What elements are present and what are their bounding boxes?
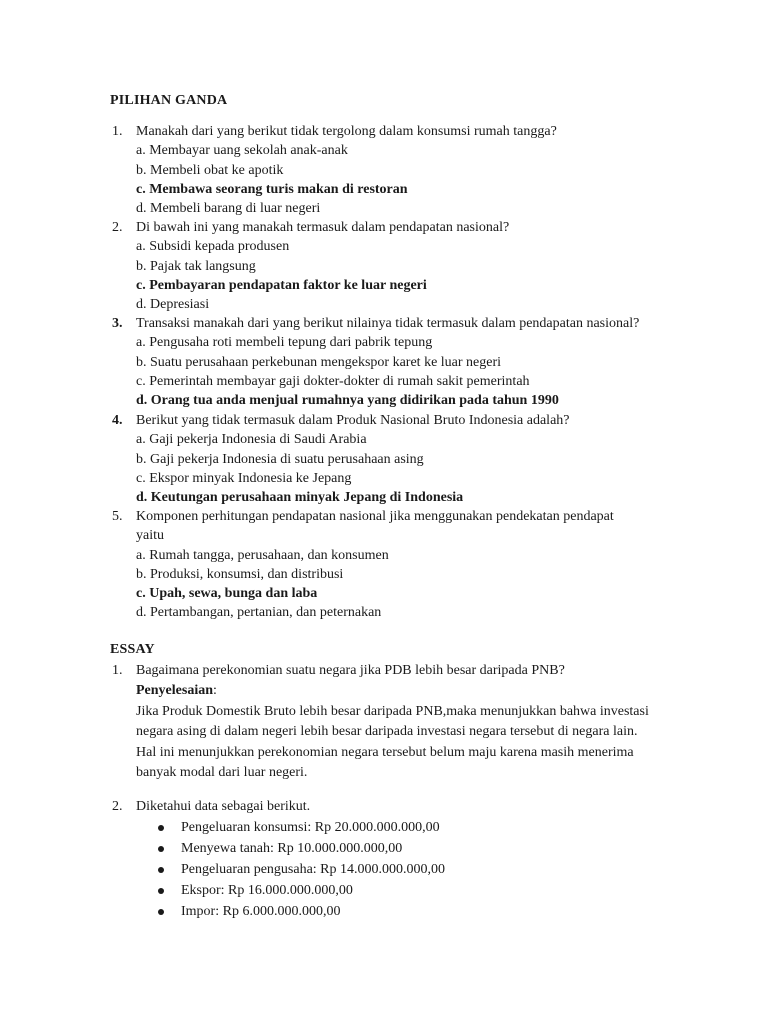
list-item: Menyewa tanah: Rp 10.000.000.000,00 bbox=[0, 838, 768, 859]
option-b: b. Membeli obat ke apotik bbox=[136, 162, 284, 178]
option-b: b. Produksi, konsumsi, dan distribusi bbox=[136, 566, 344, 582]
option-a: a. Pengusaha roti membeli tepung dari pabrik tepung bbox=[136, 335, 433, 351]
list-item: Pengeluaran pengusaha: Rp 14.000.000.000,00 bbox=[0, 859, 768, 880]
essay-question-1 bbox=[0, 660, 768, 784]
solution-colon: : bbox=[213, 683, 217, 698]
option-b: b. Suatu perusahaan perkebunan mengekspor karet ke luar negeri bbox=[136, 354, 502, 370]
bullet-icon bbox=[158, 867, 164, 873]
question-number: 2. bbox=[112, 799, 123, 814]
option-d-answer: d. Orang tua anda menjual rumahnya yang didirikan pada tahun 1990 bbox=[136, 393, 559, 409]
question-number: 1. bbox=[112, 663, 123, 678]
essay-question-2 bbox=[0, 796, 768, 922]
option-a: a. Rumah tangga, perusahaan, dan konsumen bbox=[136, 547, 389, 563]
multiple-choice-heading: PILIHAN GANDA bbox=[110, 93, 228, 108]
option-c-answer: c. Upah, sewa, bunga dan laba bbox=[136, 586, 318, 602]
question-text: Bagaimana perekonomian suatu negara jika PDB lebih besar daripada PNB? bbox=[136, 663, 565, 678]
question-number: 2. bbox=[112, 220, 123, 235]
question-text: Transaksi manakah dari yang berikut nilainya tidak termasuk dalam pendapatan nasional? bbox=[136, 316, 640, 331]
mc-question-3 bbox=[0, 314, 768, 410]
option-c-answer: c. Membawa seorang turis makan di restoran bbox=[136, 181, 408, 197]
question-number: 3. bbox=[112, 316, 123, 331]
mc-question-4 bbox=[0, 411, 768, 507]
solution-label-line bbox=[0, 681, 656, 702]
question-text: Berikut yang tidak termasuk dalam Produk Nasional Bruto Indonesia adalah? bbox=[136, 413, 570, 428]
mc-question-2 bbox=[0, 218, 768, 314]
option-a: a. Membayar uang sekolah anak-anak bbox=[136, 143, 348, 159]
bullet-icon bbox=[158, 888, 164, 894]
solution-label: Penyelesaian bbox=[136, 683, 213, 698]
solution-text: Jika Produk Domestik Bruto lebih besar daripada PNB,maka menunjukkan bahwa investasi negara asing di dalam negeri lebih besar daripada investasi negara tersebut di negara lain. Hal ini menunjukkan perekonomian negara tersebut belum maju karena masih menerima banyak modal dari luar negeri. bbox=[136, 703, 649, 780]
question-number: 1. bbox=[112, 124, 123, 139]
question-number: 5. bbox=[112, 509, 123, 524]
option-a: a. Subsidi kepada produsen bbox=[136, 239, 290, 255]
essay-heading: ESSAY bbox=[110, 642, 155, 657]
bullet-icon bbox=[158, 909, 164, 915]
list-item: Ekspor: Rp 16.000.000.000,00 bbox=[0, 880, 768, 901]
bullet-icon bbox=[158, 825, 164, 831]
option-b: b. Pajak tak langsung bbox=[136, 258, 256, 274]
option-c: c. Ekspor minyak Indonesia ke Jepang bbox=[136, 470, 352, 486]
option-d: d. Membeli barang di luar negeri bbox=[136, 201, 321, 217]
option-d: d. Pertambangan, pertanian, dan peternakan bbox=[136, 605, 382, 621]
mc-question-1 bbox=[0, 122, 768, 218]
question-text: Di bawah ini yang manakah termasuk dalam pendapatan nasional? bbox=[136, 220, 510, 235]
question-text: Manakah dari yang berikut tidak tergolong dalam konsumsi rumah tangga? bbox=[136, 124, 557, 139]
list-item: Impor: Rp 6.000.000.000,00 bbox=[0, 901, 768, 922]
option-d-answer: d. Keutungan perusahaan minyak Jepang di Indonesia bbox=[136, 490, 464, 506]
option-a: a. Gaji pekerja Indonesia di Saudi Arabia bbox=[136, 432, 367, 448]
bullet-icon bbox=[158, 846, 164, 852]
question-text-continued: yaitu bbox=[136, 528, 164, 544]
mc-question-5 bbox=[0, 507, 768, 623]
option-b: b. Gaji pekerja Indonesia di suatu perusahaan asing bbox=[136, 451, 424, 467]
option-c: c. Pemerintah membayar gaji dokter-dokter di rumah sakit pemerintah bbox=[136, 373, 530, 389]
question-text: Komponen perhitungan pendapatan nasional jika menggunakan pendekatan pendapat bbox=[136, 509, 614, 524]
list-item: Pengeluaran konsumsi: Rp 20.000.000.000,00 bbox=[0, 817, 768, 838]
question-text: Diketahui data sebagai berikut. bbox=[136, 799, 311, 814]
question-number: 4. bbox=[112, 413, 123, 428]
data-list bbox=[0, 817, 768, 922]
option-d: d. Depresiasi bbox=[136, 297, 210, 313]
option-c-answer: c. Pembayaran pendapatan faktor ke luar negeri bbox=[136, 277, 427, 293]
